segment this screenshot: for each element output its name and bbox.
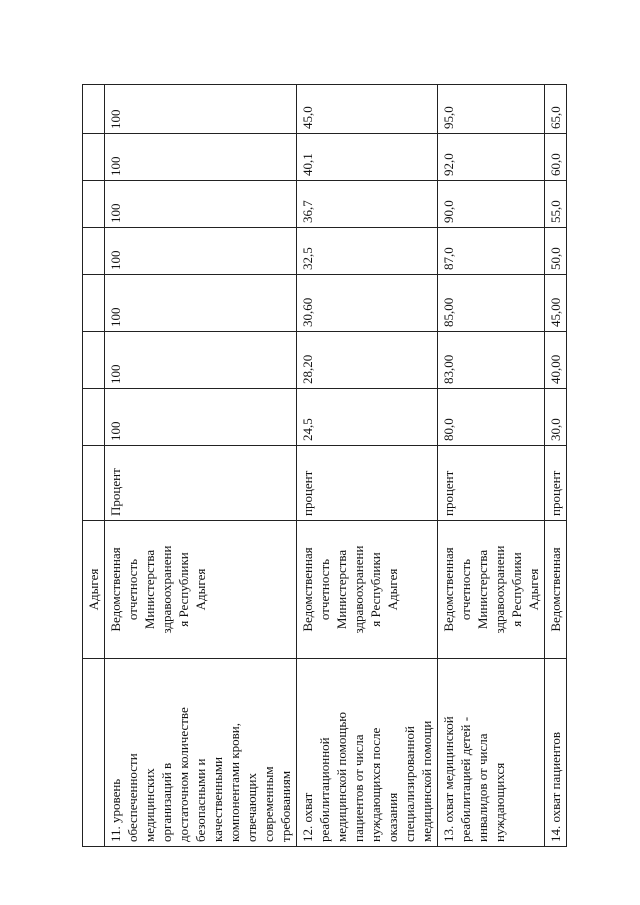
header-cell (83, 85, 105, 134)
header-cell (83, 659, 105, 847)
header-cell (83, 446, 105, 521)
value-cell: 90,0 (438, 181, 545, 228)
value-cell: 83,00 (438, 332, 545, 389)
value-cell: 30,60 (297, 275, 438, 332)
value-cell: 36,7 (297, 181, 438, 228)
rotated-page (82, 85, 563, 847)
header-cell (83, 228, 105, 275)
value-cell: 50,0 (545, 228, 567, 275)
indicator-cell: 12. охват реабилитационной медицинской помощью пациентов от числа нуждающихся после оказания специализированной медицинской помощи (297, 659, 438, 847)
value-cell: 65,0 (545, 85, 567, 134)
value-cell: 40,00 (545, 332, 567, 389)
value-cell: 87,0 (438, 228, 545, 275)
table-row (545, 85, 567, 847)
table-row (297, 85, 438, 847)
value-cell: 24,5 (297, 389, 438, 446)
value-cell: 100 (105, 85, 297, 134)
value-cell: 100 (105, 181, 297, 228)
value-cell: 28,20 (297, 332, 438, 389)
value-cell: 85,00 (438, 275, 545, 332)
unit-cell: процент (545, 446, 567, 521)
value-cell: 95,0 (438, 85, 545, 134)
value-cell: 32,5 (297, 228, 438, 275)
header-row (83, 85, 105, 847)
value-cell: 100 (105, 228, 297, 275)
value-cell: 60,0 (545, 134, 567, 181)
indicator-cell: 14. охват пациентов (545, 659, 567, 847)
unit-cell: Процент (105, 446, 297, 521)
source-cell: Ведомственная отчетность Министерства здравоохранени я Республики Адыгея (438, 521, 545, 659)
indicator-cell: 13. охват медицинской реабилитацией детей - инвалидов от числа нуждающихся (438, 659, 545, 847)
header-cell (83, 275, 105, 332)
indicators-table (82, 84, 567, 847)
header-cell (83, 332, 105, 389)
source-cell: Ведомственная (545, 521, 567, 659)
value-cell: 92,0 (438, 134, 545, 181)
value-cell: 30,0 (545, 389, 567, 446)
value-cell: 100 (105, 134, 297, 181)
value-cell: 80,0 (438, 389, 545, 446)
header-cell: Адыгея (83, 521, 105, 659)
value-cell: 100 (105, 389, 297, 446)
table-row (105, 85, 297, 847)
header-cell (83, 389, 105, 446)
table-row (438, 85, 545, 847)
value-cell: 55,0 (545, 181, 567, 228)
value-cell: 100 (105, 332, 297, 389)
indicator-cell: 11. уровень обеспеченности медицинских организаций в достаточном количестве безопасными и качественными компонентами крови, отвечающих современным требованиям (105, 659, 297, 847)
source-cell: Ведомственная отчетность Министерства здравоохранени я Республики Адыгея (105, 521, 297, 659)
header-cell (83, 181, 105, 228)
source-cell: Ведомственная отчетность Министерства здравоохранени я Республики Адыгея (297, 521, 438, 659)
value-cell: 45,00 (545, 275, 567, 332)
unit-cell: процент (297, 446, 438, 521)
value-cell: 40,1 (297, 134, 438, 181)
unit-cell: процент (438, 446, 545, 521)
value-cell: 100 (105, 275, 297, 332)
header-cell (83, 134, 105, 181)
value-cell: 45,0 (297, 85, 438, 134)
